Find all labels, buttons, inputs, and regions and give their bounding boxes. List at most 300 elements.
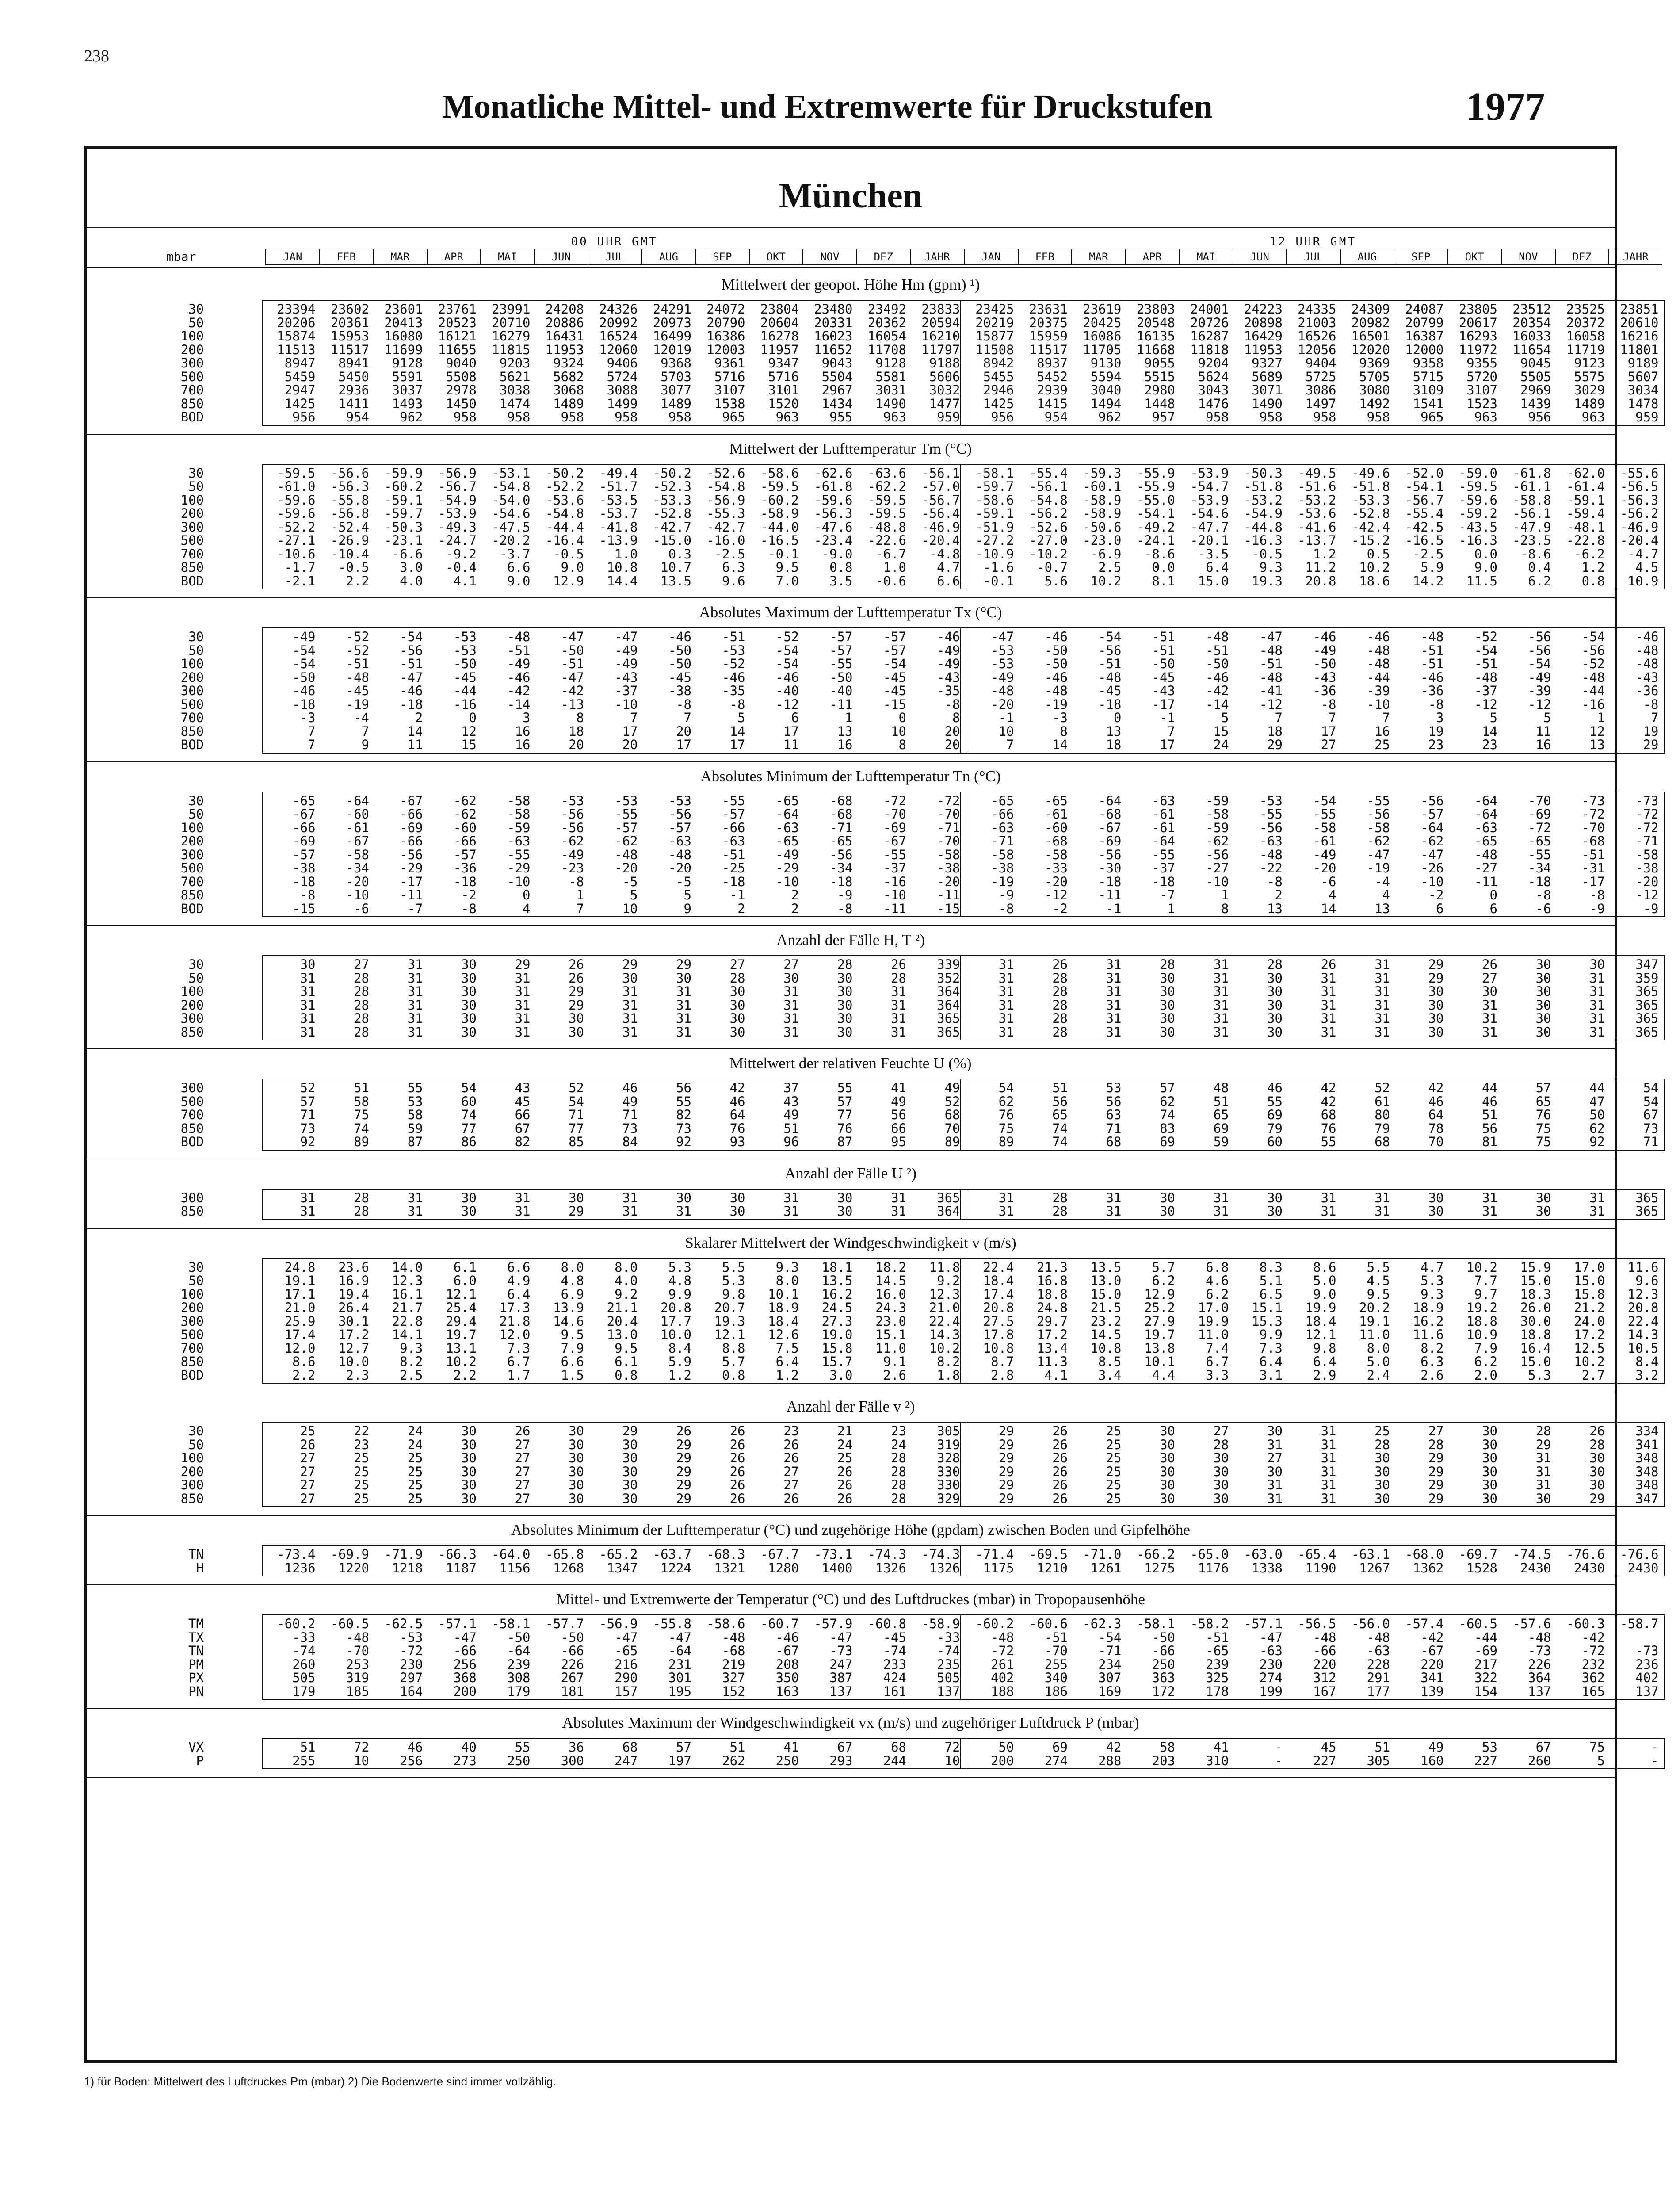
table-cell: 9368: [661, 356, 691, 371]
table-cell: 31: [300, 997, 316, 1013]
table-cell: -12: [1635, 887, 1659, 903]
table-cell: 41: [1213, 1740, 1229, 1755]
table-cell: 13.5: [821, 1273, 853, 1288]
table-cell: -56.8: [330, 506, 369, 521]
table-cell: 28: [354, 997, 369, 1013]
table-cell: 62: [998, 1094, 1014, 1109]
row-label: 30: [188, 629, 204, 644]
table-cell: 28: [891, 1491, 906, 1506]
table-cell: 10: [622, 901, 638, 916]
table-cell: 20898: [1244, 315, 1283, 330]
table-cell: 19: [1428, 723, 1444, 739]
table-cell: 26: [1052, 1464, 1068, 1479]
table-cell: 9.3: [1259, 560, 1283, 575]
table-cell: 31: [515, 984, 531, 999]
table-cell: -65: [1474, 834, 1497, 849]
table-cell: 3031: [875, 383, 906, 398]
table-cell: -72: [937, 793, 960, 808]
table-cell: 16387: [1405, 329, 1444, 344]
table-cell: -54: [292, 643, 316, 658]
table-cell: 25: [354, 1477, 369, 1492]
table-cell: -48: [1420, 629, 1444, 644]
table-cell: -62.3: [1083, 1616, 1122, 1631]
table-cell: -63: [668, 834, 691, 849]
table-cell: -70: [1528, 793, 1551, 808]
row-label: 50: [188, 970, 204, 986]
table-cell: 23601: [384, 302, 423, 317]
time-group-label: 12 UHR GMT: [1269, 235, 1357, 249]
table-cell: 20799: [1405, 315, 1444, 330]
table-cell: 1523: [1466, 396, 1497, 411]
table-cell: 30: [1482, 1464, 1497, 1479]
table-cell: 16501: [1351, 329, 1390, 344]
table-cell: 31: [1375, 1190, 1390, 1205]
table-cell: 30: [461, 1450, 477, 1465]
table-cell: 71: [1106, 1121, 1122, 1136]
table-cell: 256: [453, 1656, 477, 1672]
table-cell: 27: [729, 957, 745, 972]
table-cell: 31: [998, 957, 1014, 972]
table-cell: 30: [622, 1450, 638, 1465]
table-cell: 1338: [1252, 1560, 1283, 1576]
table-cell: 52: [300, 1080, 316, 1095]
table-cell: 20982: [1351, 315, 1390, 330]
table-cell: -50: [1313, 656, 1336, 671]
table-cell: -46: [400, 683, 423, 698]
table-cell: 2430: [1574, 1560, 1605, 1576]
table-cell: 9.9: [1259, 1327, 1283, 1342]
table-cell: 10.2: [446, 1354, 477, 1369]
table-cell: 29: [1589, 1491, 1605, 1506]
table-cell: 27.9: [1144, 1313, 1175, 1329]
row-label: 500: [180, 1327, 204, 1342]
table-cell: 199: [1259, 1683, 1283, 1699]
table-cell: -52.2: [545, 479, 584, 494]
row-label: 850: [180, 1354, 204, 1369]
table-cell: 169: [1098, 1683, 1122, 1699]
table-cell: 7: [1006, 737, 1014, 752]
table-cell: -60.5: [330, 1616, 369, 1631]
table-cell: -71.0: [1083, 1547, 1122, 1562]
table-cell: 25: [354, 1491, 369, 1506]
divider: [87, 1228, 1615, 1229]
table-cell: 234: [1098, 1656, 1122, 1672]
table-cell: 2.8: [991, 1367, 1014, 1383]
table-cell: 31: [783, 1190, 799, 1205]
table-cell: 31: [1213, 970, 1229, 986]
table-cell: -58: [507, 793, 531, 808]
table-cell: 51: [300, 1740, 316, 1755]
table-cell: -56: [1420, 793, 1444, 808]
table-cell: -44.0: [760, 519, 799, 535]
table-cell: -50: [1206, 656, 1229, 671]
table-cell: 42: [1321, 1094, 1336, 1109]
table-cell: -10.9: [975, 546, 1014, 562]
table-cell: 60: [461, 1094, 477, 1109]
table-cell: -37: [1474, 683, 1497, 698]
table-cell: 31: [1106, 984, 1122, 999]
table-cell: -56: [561, 820, 584, 835]
table-cell: -53.1: [492, 465, 531, 481]
table-cell: 15: [1213, 723, 1229, 739]
table-cell: 8.8: [722, 1340, 745, 1356]
table-cell: 3.0: [829, 1367, 853, 1383]
table-cell: 18.1: [821, 1259, 853, 1275]
table-cell: 28: [354, 1011, 369, 1026]
table-cell: -58: [1313, 820, 1336, 835]
table-cell: 11.3: [1037, 1354, 1068, 1369]
table-cell: -59.5: [867, 492, 906, 508]
table-cell: 19.0: [821, 1327, 853, 1342]
table-cell: 31: [1106, 1204, 1122, 1219]
table-cell: -52.0: [1405, 465, 1444, 481]
table-cell: 31: [1535, 1450, 1551, 1465]
table-cell: -53: [453, 643, 477, 658]
table-cell: -47: [991, 629, 1014, 644]
table-cell: 69: [1213, 1121, 1229, 1136]
table-cell: -48: [991, 683, 1014, 698]
table-cell: 1490: [1252, 396, 1283, 411]
table-cell: 64: [1428, 1107, 1444, 1122]
table-cell: -23.4: [814, 533, 853, 548]
table-cell: 262: [722, 1753, 745, 1768]
table-cell: 17.4: [983, 1286, 1014, 1302]
table-cell: 10.5: [1627, 1340, 1659, 1356]
table-cell: 31: [622, 984, 638, 999]
table-cell: -27: [1474, 861, 1497, 876]
table-cell: 1224: [661, 1560, 691, 1576]
table-cell: -49: [507, 656, 531, 671]
table-cell: 958: [615, 409, 638, 425]
table-cell: 3068: [553, 383, 584, 398]
table-cell: -56: [1098, 643, 1122, 658]
table-cell: -48: [1098, 669, 1122, 685]
table-cell: 3.0: [400, 560, 423, 575]
table-cell: 0.0: [1152, 560, 1175, 575]
table-cell: -7: [1160, 887, 1175, 903]
table-cell: 84: [622, 1134, 638, 1149]
table-cell: 3.4: [1098, 1367, 1122, 1383]
table-cell: -44: [453, 683, 477, 698]
table-cell: 334: [1635, 1423, 1659, 1438]
table-cell: 14.0: [392, 1259, 423, 1275]
table-cell: 20413: [384, 315, 423, 330]
table-cell: 9.3: [1420, 1286, 1444, 1302]
table-cell: 4.0: [400, 573, 423, 589]
table-cell: 26: [569, 957, 584, 972]
table-cell: 9361: [714, 356, 745, 371]
table-cell: 21.8: [499, 1313, 531, 1329]
table-cell: 179: [507, 1683, 531, 1699]
table-cell: 31: [998, 1024, 1014, 1040]
table-cell: -54.6: [492, 506, 531, 521]
table-cell: 297: [400, 1670, 423, 1685]
table-cell: -74.3: [867, 1547, 906, 1562]
table-cell: -20: [1635, 874, 1659, 889]
table-cell: -23.5: [1512, 533, 1551, 548]
table-cell: 203: [1152, 1753, 1175, 1768]
table-cell: 14.5: [875, 1273, 906, 1288]
table-cell: -36: [1313, 683, 1336, 698]
table-cell: 247: [829, 1656, 853, 1672]
table-cell: -20: [1044, 874, 1068, 889]
table-cell: 0.8: [1581, 573, 1605, 589]
row-label: 200: [180, 506, 204, 521]
table-cell: 24.0: [1574, 1313, 1605, 1329]
table-cell: -43: [615, 669, 638, 685]
table-cell: -34: [1528, 861, 1551, 876]
table-cell: 365: [937, 1024, 960, 1040]
table-cell: -52.3: [653, 479, 691, 494]
table-cell: -15.2: [1351, 533, 1390, 548]
table-cell: 7: [1275, 710, 1283, 725]
table-cell: 25.4: [446, 1300, 477, 1315]
table-cell: 8.1: [1152, 573, 1175, 589]
table-cell: -61: [1152, 820, 1175, 835]
table-cell: -53.2: [1244, 492, 1283, 508]
row-label: 300: [180, 847, 204, 862]
table-cell: 8.6: [1313, 1259, 1336, 1275]
table-cell: 267: [561, 1670, 584, 1685]
table-cell: -34: [829, 861, 853, 876]
table-cell: -53.7: [599, 506, 638, 521]
row-label: 100: [180, 1450, 204, 1465]
month-header: OKT: [749, 249, 803, 264]
table-cell: 18.4: [1305, 1313, 1336, 1329]
table-cell: -10: [1367, 696, 1390, 712]
table-cell: 30: [461, 1477, 477, 1492]
table-cell: 67: [1535, 1740, 1551, 1755]
table-cell: -24.7: [438, 533, 477, 548]
table-cell: 17: [1321, 723, 1336, 739]
table-cell: 186: [1044, 1683, 1068, 1699]
table-cell: -51: [1474, 656, 1497, 671]
table-cell: 3038: [499, 383, 531, 398]
table-cell: -57: [829, 629, 853, 644]
table-cell: 23492: [867, 302, 906, 317]
table-cell: 424: [883, 1670, 906, 1685]
table-cell: 73: [622, 1121, 638, 1136]
month-header: AUG: [1340, 249, 1394, 264]
table-cell: -72: [400, 1643, 423, 1658]
table-cell: -53: [615, 793, 638, 808]
table-cell: 15.0: [1520, 1354, 1551, 1369]
row-label: H: [196, 1560, 204, 1576]
table-cell: 30: [1375, 1464, 1390, 1479]
table-cell: 30: [1375, 1491, 1390, 1506]
table-cell: -11: [400, 887, 423, 903]
table-cell: -47: [615, 629, 638, 644]
row-label: 50: [188, 1273, 204, 1288]
table-cell: 5: [630, 887, 638, 903]
table-cell: 11513: [277, 342, 316, 357]
table-cell: -8: [1589, 887, 1605, 903]
table-cell: 1190: [1305, 1560, 1336, 1576]
table-cell: 11815: [492, 342, 531, 357]
table-cell: 31: [1321, 1204, 1336, 1219]
table-cell: 216: [615, 1656, 638, 1672]
section-title: Mittel- und Extremwerte der Temperatur (°C) und des Luftdruckes (mbar) in Tropopausenhöhe: [556, 1591, 1145, 1608]
table-cell: -46.9: [1620, 519, 1659, 535]
table-cell: -55.9: [1136, 479, 1175, 494]
table-cell: 54: [998, 1080, 1014, 1095]
table-cell: 161: [883, 1683, 906, 1699]
table-cell: 23803: [1136, 302, 1175, 317]
table-cell: 73: [676, 1121, 691, 1136]
table-cell: 330: [937, 1477, 960, 1492]
table-cell: 31: [1375, 997, 1390, 1013]
table-cell: -49: [1313, 643, 1336, 658]
table-cell: -55.3: [706, 506, 745, 521]
table-cell: -56.0: [1351, 1616, 1390, 1631]
table-cell: 57: [1160, 1080, 1175, 1095]
table-cell: 350: [775, 1670, 799, 1685]
table-cell: 16: [1375, 723, 1390, 739]
table-cell: 18.4: [983, 1273, 1014, 1288]
table-cell: 965: [722, 409, 745, 425]
table-cell: -66: [400, 834, 423, 849]
table-cell: 25: [1106, 1450, 1122, 1465]
row-label: BOD: [180, 737, 204, 752]
table-cell: 230: [1259, 1656, 1283, 1672]
table-cell: 30: [1535, 1011, 1551, 1026]
table-cell: 5715: [1413, 369, 1444, 384]
table-cell: -57: [615, 820, 638, 835]
table-cell: 29: [1643, 737, 1659, 752]
row-label: 500: [180, 533, 204, 548]
table-cell: 28: [1213, 1437, 1229, 1452]
table-cell: -59.1: [1566, 492, 1605, 508]
table-cell: 15.8: [1574, 1286, 1605, 1302]
table-cell: 21003: [1298, 315, 1336, 330]
table-cell: 6: [1489, 901, 1497, 916]
table-cell: 31: [998, 1204, 1014, 1219]
table-cell: 28: [1375, 1437, 1390, 1452]
table-cell: -62.2: [867, 479, 906, 494]
table-cell: 1538: [714, 396, 745, 411]
table-cell: -55.4: [1405, 506, 1444, 521]
table-cell: 9404: [1305, 356, 1336, 371]
table-cell: 55: [515, 1740, 531, 1755]
table-cell: 1.2: [668, 1367, 691, 1383]
table-cell: -62: [1420, 834, 1444, 849]
table-cell: 30: [1535, 984, 1551, 999]
table-cell: 1.8: [937, 1367, 960, 1383]
month-header: SEP: [1394, 249, 1447, 264]
table-cell: -42.5: [1405, 519, 1444, 535]
table-cell: 185: [346, 1683, 369, 1699]
row-label: 300: [180, 1080, 204, 1095]
table-cell: -48.8: [867, 519, 906, 535]
table-cell: 1493: [392, 396, 423, 411]
table-cell: -3.5: [1198, 546, 1229, 562]
table-cell: 9.5: [775, 560, 799, 575]
table-cell: 18.9: [768, 1300, 799, 1315]
table-cell: 1490: [875, 396, 906, 411]
row-label: 100: [180, 492, 204, 508]
table-cell: -1.7: [284, 560, 316, 575]
row-label: BOD: [180, 1134, 204, 1149]
table-cell: 29: [1428, 1491, 1444, 1506]
row-label: 100: [180, 329, 204, 344]
table-cell: -45: [1098, 683, 1122, 698]
table-cell: -54.8: [1029, 492, 1068, 508]
table-cell: 301: [668, 1670, 691, 1685]
table-cell: 29: [676, 957, 691, 972]
table-cell: 20790: [706, 315, 745, 330]
table-cell: 178: [1206, 1683, 1229, 1699]
table-cell: 9.5: [561, 1327, 584, 1342]
table-cell: 31: [1267, 1477, 1283, 1492]
table-cell: -: [1651, 1753, 1659, 1768]
table-cell: 31: [515, 1024, 531, 1040]
table-cell: 3101: [768, 383, 799, 398]
table-cell: 30: [1267, 997, 1283, 1013]
table-cell: 17.0: [1198, 1300, 1229, 1315]
table-cell: 25.9: [284, 1313, 316, 1329]
table-cell: 15.3: [1252, 1313, 1283, 1329]
table-cell: 29: [569, 984, 584, 999]
table-cell: 505: [937, 1670, 960, 1685]
table-cell: 958: [1259, 409, 1283, 425]
table-cell: -54.7: [1190, 479, 1229, 494]
table-cell: 51: [783, 1121, 799, 1136]
table-cell: 5.5: [1367, 1259, 1390, 1275]
table-cell: 9.2: [615, 1286, 638, 1302]
table-cell: 76: [1321, 1121, 1336, 1136]
table-cell: 30: [1160, 970, 1175, 986]
table-cell: -69: [400, 820, 423, 835]
table-cell: -42: [1581, 1630, 1605, 1645]
table-cell: 74: [1160, 1107, 1175, 1122]
table-cell: 226: [1528, 1656, 1551, 1672]
table-cell: 29: [569, 997, 584, 1013]
table-cell: 57: [1535, 1080, 1551, 1095]
table-cell: -26.9: [330, 533, 369, 548]
table-cell: 6.4: [507, 1286, 531, 1302]
table-cell: 87: [407, 1134, 423, 1149]
table-cell: 179: [292, 1683, 316, 1699]
month-header: FEB: [1018, 249, 1072, 264]
table-cell: 958: [1367, 409, 1390, 425]
table-cell: 28: [891, 1464, 906, 1479]
table-cell: -27.0: [1029, 533, 1068, 548]
table-cell: -41.6: [1298, 519, 1336, 535]
table-cell: -64: [668, 1643, 691, 1658]
table-cell: -18: [1152, 874, 1175, 889]
table-cell: 20.8: [1627, 1300, 1659, 1315]
table-cell: -46: [1044, 629, 1068, 644]
table-cell: 30: [729, 1011, 745, 1026]
table-cell: 31: [783, 1011, 799, 1026]
row-label: 200: [180, 669, 204, 685]
table-cell: -64: [1474, 793, 1497, 808]
table-cell: 152: [722, 1683, 745, 1699]
table-cell: 308: [507, 1670, 531, 1685]
table-cell: -56.9: [438, 465, 477, 481]
table-cell: 30: [461, 1491, 477, 1506]
table-cell: 5682: [553, 369, 584, 384]
table-cell: -22.8: [1566, 533, 1605, 548]
table-cell: 8: [1221, 901, 1229, 916]
table-cell: 29: [998, 1491, 1014, 1506]
table-cell: 12.3: [929, 1286, 960, 1302]
table-cell: 55: [1267, 1094, 1283, 1109]
table-cell: 30: [1428, 1190, 1444, 1205]
table-cell: 4.7: [1420, 1259, 1444, 1275]
table-cell: -3: [1052, 710, 1068, 725]
table-cell: 5725: [1305, 369, 1336, 384]
